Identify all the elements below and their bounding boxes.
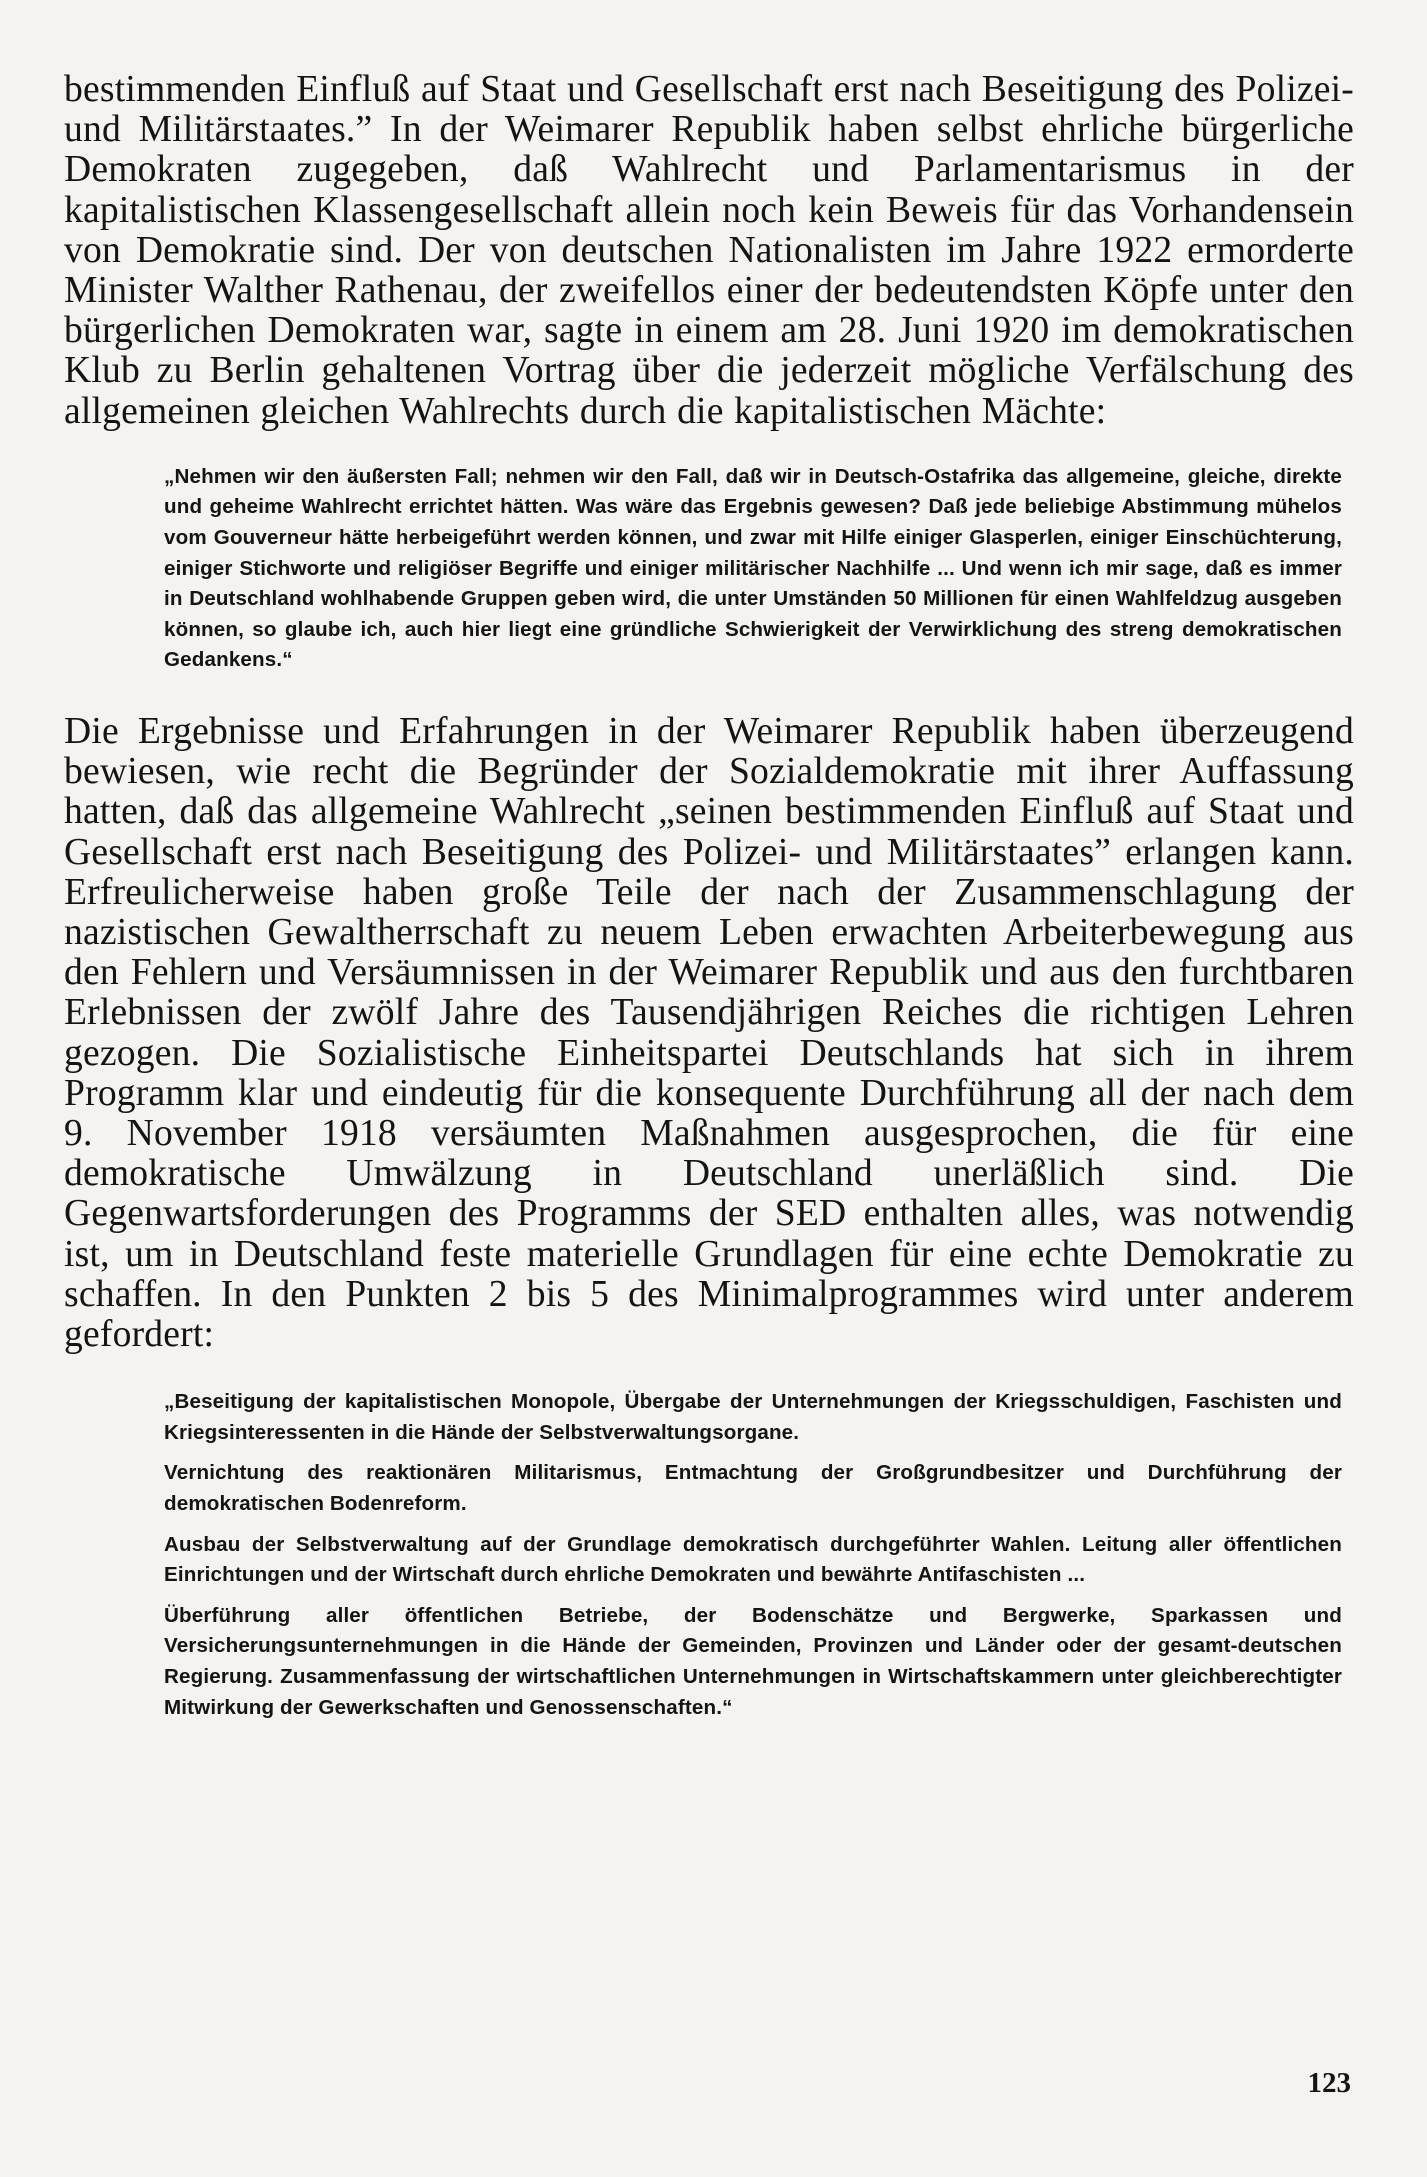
program-point-3: Vernichtung des reaktionären Militarismus, Entmachtung der Großgrundbesitzer und Durchführung der demokratischen Bodenreform. <box>164 1461 1342 1516</box>
body-paragraph-1: bestimmenden Einfluß auf Staat und Gesellschaft erst nach Beseitigung des Polizei- und Militärstaates.” In der Weimarer Republik haben selbst ehrliche bürgerliche Demokraten zugegeben, daß Wahlrecht und Parlamentarismus in der kapitalistischen Klassengesellschaft allein noch kein Beweis für das Vorhandensein von Demokratie sind. Der von deutschen Nationalisten im Jahre 1922 ermorderte Minister Walther Rathenau, der zweifellos einer der bedeutendsten Köpfe unter den bürgerlichen Demokraten war, sagte in einem am 28. Juni 1920 im demokratischen Klub zu Berlin gehaltenen Vortrag über die jederzeit mögliche Verfälschung des allgemeinen gleichen Wahlrechts durch die kapitalistischen Mächte: <box>64 69 1354 432</box>
text-column <box>64 70 1354 1723</box>
page-number: 123 <box>1307 2067 1351 2099</box>
rathenau-quote <box>164 462 1342 676</box>
body-paragraph-2: Die Ergebnisse und Erfahrungen in der Weimarer Republik haben überzeugend bewiesen, wie recht die Begründer der Sozialdemokratie mit ihrer Auffassung hatten, daß das allgemeine Wahlrecht „seinen bestimmenden Einfluß auf Staat und Gesellschaft erst nach Beseitigung des Polizei- und Militärstaates” erlangen kann. Erfreulicherweise haben große Teile der nach der Zusammenschlagung der nazistischen Gewaltherrschaft zu neuem Leben erwachten Arbeiterbewegung aus den Fehlern und Versäumnissen in der Weimarer Republik und aus den furchtbaren Erlebnissen der zwölf Jahre des Tausendjährigen Reiches die richtigen Lehren gezogen. Die Sozialistische Einheitspartei Deutschlands hat sich in ihrem Programm klar und eindeutig für die konsequente Durchführung all der nach dem 9. November 1918 versäumten Maßnahmen ausgesprochen, die für eine demokratische Umwälzung in Deutschland unerläßlich sind. Die Gegenwartsforderungen des Programms der SED enthalten alles, was notwendig ist, um in Deutschland feste materielle Grundlagen für eine echte Demokratie zu schaffen. In den Punkten 2 bis 5 des Minimalprogrammes wird unter anderem gefordert: <box>64 710 1354 1356</box>
quote-paragraph: „Nehmen wir den äußersten Fall; nehmen wir den Fall, daß wir in Deutsch-Ostafrika das allgemeine, gleiche, direkte und geheime Wahlrecht errichtet hätten. Was wäre das Ergebnis gewesen? Daß jede beliebige Abstimmung mühelos vom Gouverneur hätte herbeigeführt werden können, und zwar mit Hilfe einiger Glasperlen, einiger Einschüchterung, einiger Stichworte und religiöser Begriffe und einiger militärischer Nachhilfe ... Und wenn ich mir sage, daß es immer in Deutschland wohlhabende Gruppen geben wird, die unter Umständen 50 Millionen für einen Wahlfeldzug ausgeben können, so glaube ich, auch hier liegt eine gründliche Schwierigkeit der Verwirklichung des streng demokratischen Gedankens.“ <box>164 464 1342 672</box>
program-point-5: Überführung aller öffentlichen Betriebe, der Bodenschätze und Bergwerke, Sparkassen und Versicherungsunternehmungen in die Hände der Gemeinden, Provinzen und Länder oder der gesamt-deutschen Regierung. Zusammenfassung der wirtschaftlichen Unternehmungen in Wirtschaftskammern unter gleichberechtigter Mitwirkung der Gewerkschaften und Genossenschaften.“ <box>164 1603 1342 1719</box>
sed-program-quote <box>164 1387 1342 1723</box>
program-point-4: Ausbau der Selbstverwaltung auf der Grundlage demokratisch durchgeführter Wahlen. Leitung aller öffentlichen Einrichtungen und der Wirtschaft durch ehrliche Demokraten und bewährte Antifaschisten ... <box>164 1532 1342 1587</box>
program-point-2: „Beseitigung der kapitalistischen Monopole, Übergabe der Unternehmungen der Kriegsschuldigen, Faschisten und Kriegsinteressenten in die Hände der Selbstverwaltungsorgane. <box>164 1390 1342 1444</box>
